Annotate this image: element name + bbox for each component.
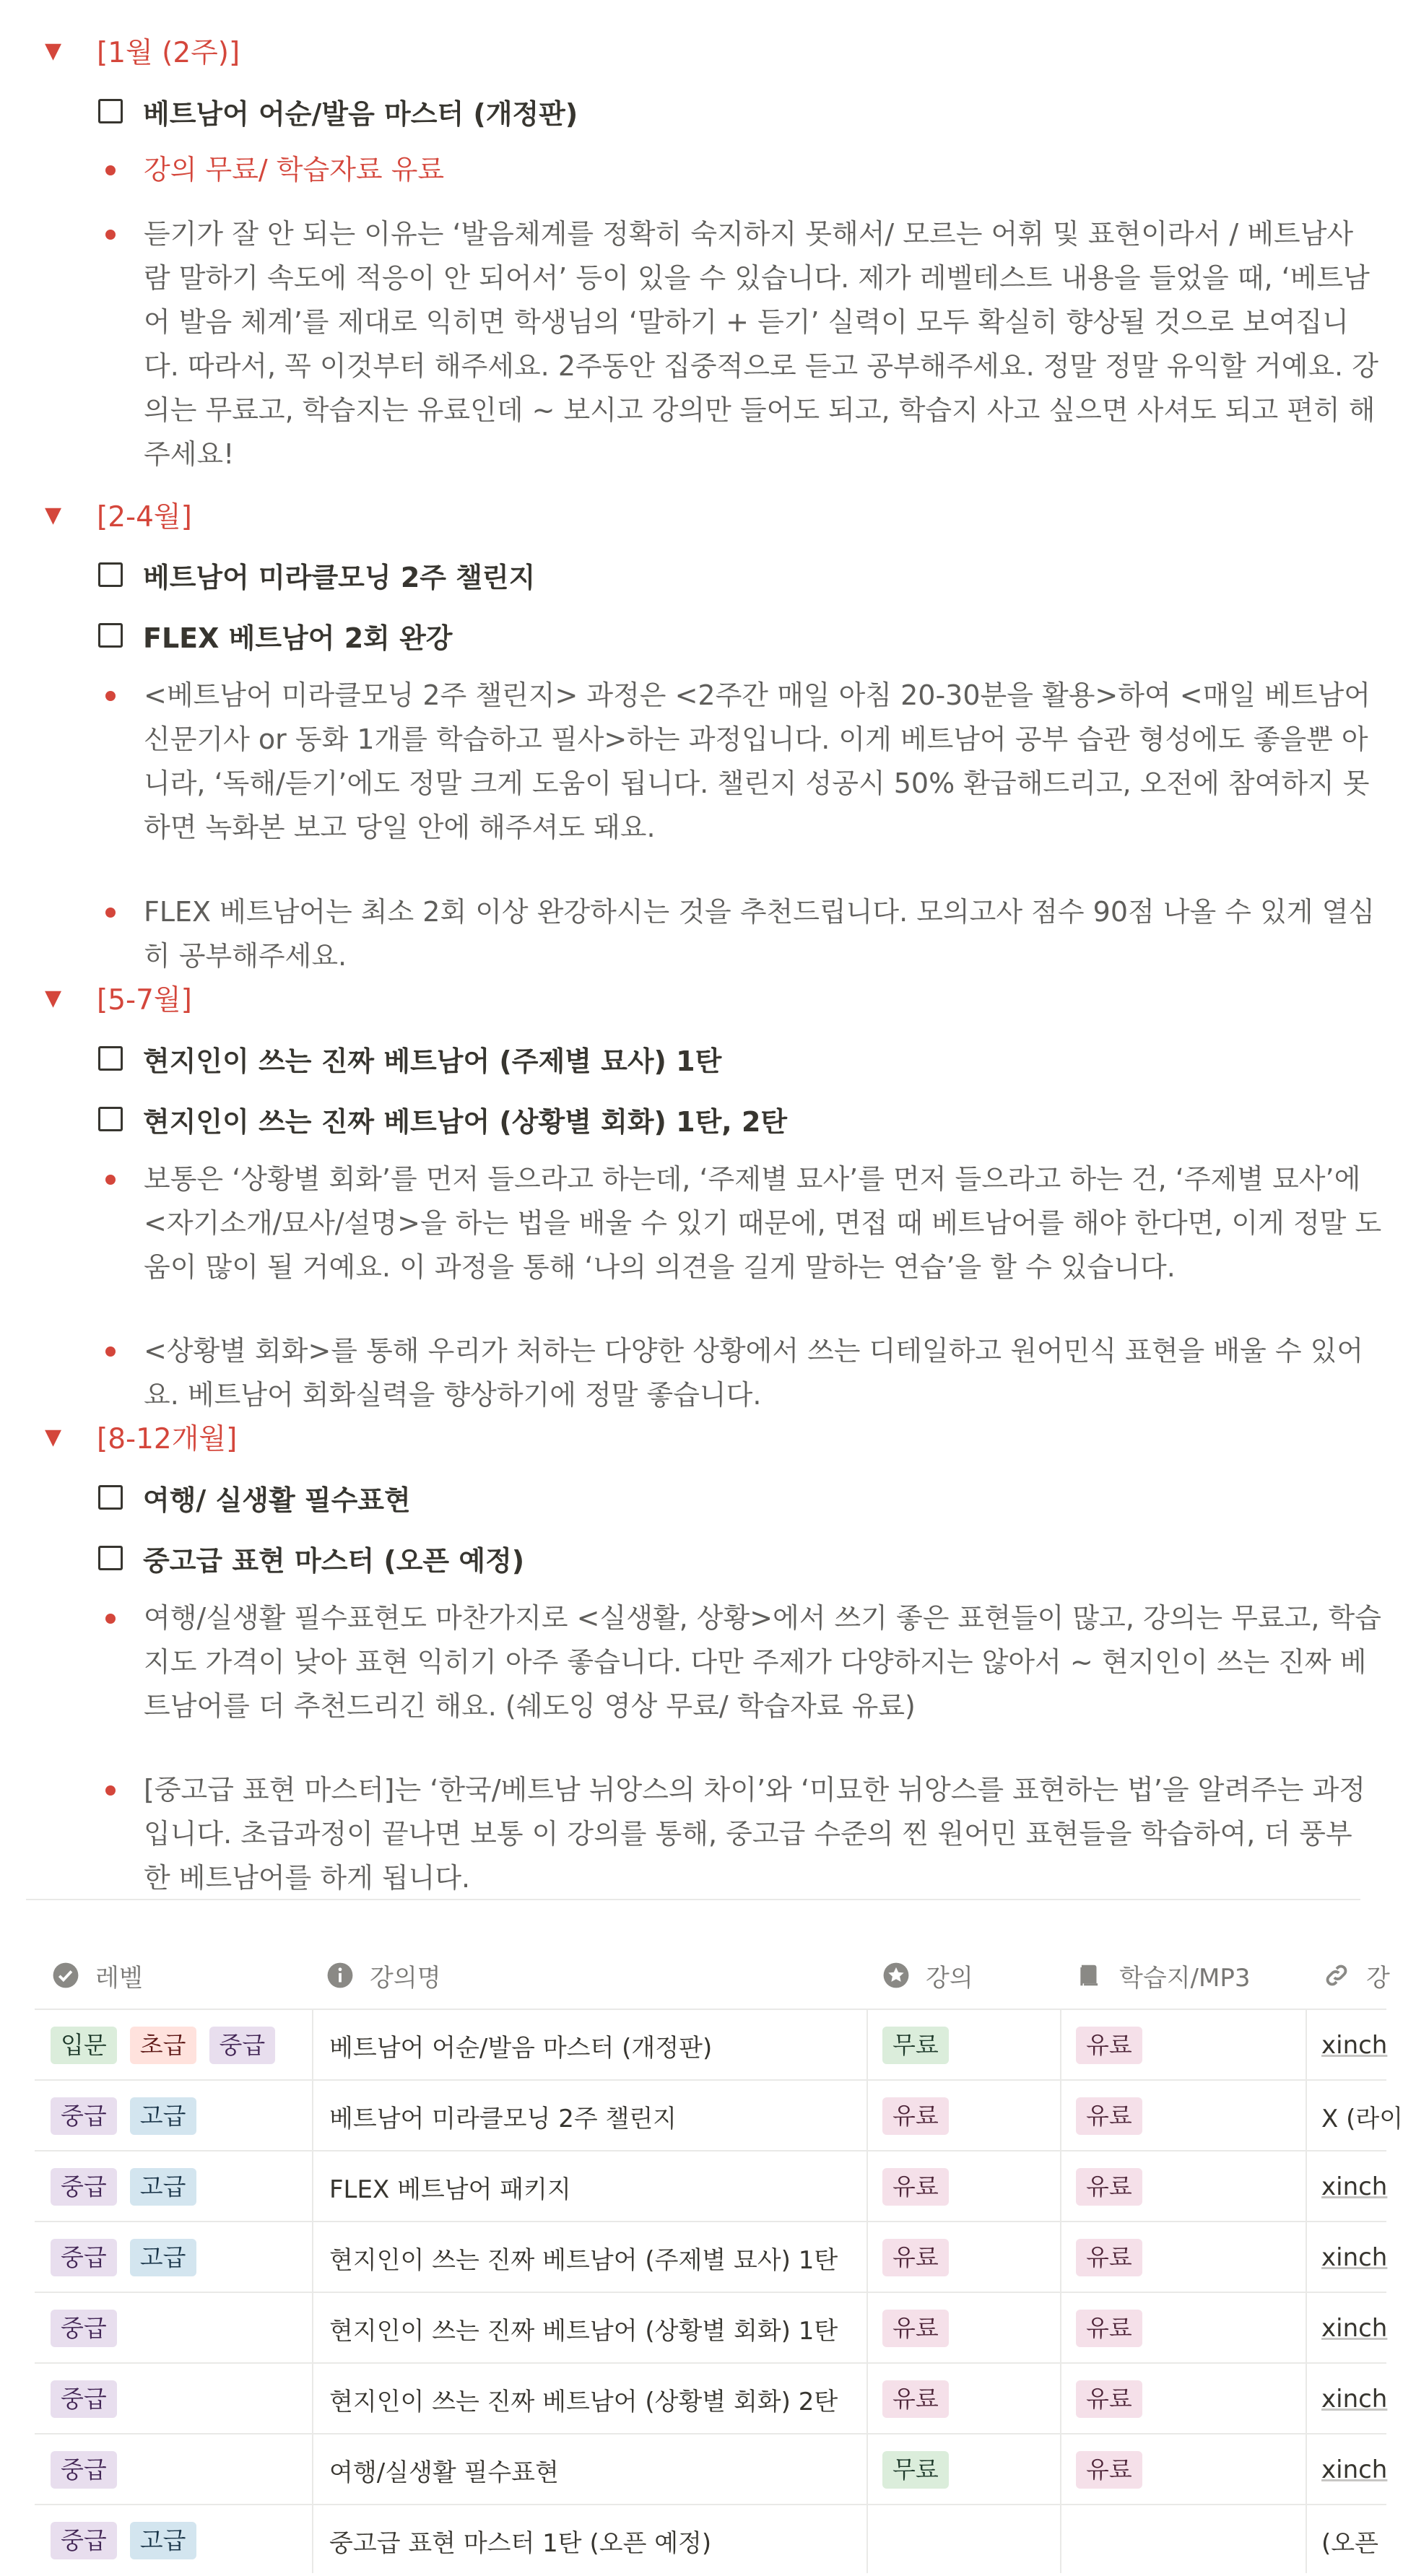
- link-cell[interactable]: [1321, 2010, 1386, 2081]
- toggle-block[interactable]: [45, 969, 192, 1027]
- level-tag: 중급: [51, 2451, 117, 2489]
- bullet-item: [105, 1768, 1365, 1900]
- table-row[interactable]: [35, 2150, 1386, 2222]
- bullet-item: [105, 1596, 1381, 1728]
- triangle-down-icon[interactable]: ▼: [45, 38, 62, 64]
- table-row[interactable]: [35, 2433, 1386, 2505]
- bullet-line: 한 베트남어를 하게 됩니다.: [144, 1862, 471, 1894]
- level-cell[interactable]: [51, 2222, 325, 2293]
- price-tag: 유료: [1076, 2027, 1142, 2064]
- bullet-dot: [105, 230, 116, 240]
- toggle-title: [2-4월]: [97, 501, 192, 534]
- table-row[interactable]: [35, 2009, 1386, 2081]
- course-name: FLEX 베트남어 패키지: [329, 2175, 571, 2204]
- bullet-line: <상황별 회화>를 통해 우리가 처하는 다양한 상황에서 쓰는 디테일하고 원어민식 표현을 배울 수 있어: [144, 1335, 1364, 1367]
- level-tag: 중급: [51, 2097, 117, 2135]
- bullet-text: [144, 1157, 1382, 1289]
- lecture-price-cell[interactable]: [882, 2010, 1056, 2081]
- course-name: 현지인이 쓰는 진짜 베트남어 (주제별 묘사) 1탄: [329, 2245, 838, 2275]
- link-icon: [1323, 1962, 1350, 1989]
- bullet-line: [중고급 표현 마스터]는 ‘한국/베트남 뉘앙스의 차이’와 ‘미묘한 뉘앙스를 표현하는 법’을 알려주는 과정: [144, 1774, 1365, 1806]
- star-badge-icon: [882, 1962, 910, 1989]
- lecture-price-cell[interactable]: [882, 2434, 1056, 2505]
- checkbox[interactable]: [98, 562, 123, 587]
- course-name-cell[interactable]: [329, 2222, 878, 2293]
- price-tag: 유료: [882, 2380, 949, 2418]
- triangle-down-icon[interactable]: ▼: [45, 985, 62, 1011]
- bullet-line: 보통은 ‘상황별 회화’를 먼저 들으라고 하는데, ‘주제별 묘사’를 먼저 들으라고 하는 건, ‘주제별 묘사’에: [144, 1163, 1361, 1195]
- todo-label: FLEX 베트남어 2회 완강: [143, 622, 453, 654]
- level-tag: 중급: [51, 2239, 117, 2276]
- todo-label: 중고급 표현 마스터 (오픈 예정): [143, 1544, 525, 1577]
- todo-item: [98, 1532, 524, 1584]
- link-cell[interactable]: [1321, 2081, 1403, 2151]
- table-row[interactable]: [35, 2292, 1386, 2364]
- bullet-line: 히 공부해주세요.: [144, 940, 347, 972]
- link-cell[interactable]: [1321, 2222, 1386, 2293]
- lecture-price-cell[interactable]: [882, 2505, 1056, 2576]
- todo-label: 현지인이 쓰는 진짜 베트남어 (주제별 묘사) 1탄: [143, 1045, 722, 1077]
- bullet-line: 트남어를 더 추천드리긴 해요. (쉐도잉 영상 무료/ 학습자료 유료): [144, 1690, 916, 1722]
- bullet-line: 강의 무료/ 학습자료 유료: [144, 154, 445, 186]
- bullet-item: [105, 1157, 1382, 1289]
- level-cell[interactable]: [51, 2505, 325, 2576]
- bullet-text: [144, 148, 1347, 192]
- lecture-price-cell[interactable]: [882, 2081, 1056, 2151]
- course-name: 현지인이 쓰는 진짜 베트남어 (상황별 회화) 2탄: [329, 2387, 838, 2416]
- bullet-item: [105, 148, 1347, 192]
- lecture-price-cell[interactable]: [882, 2222, 1056, 2293]
- price-tag: 유료: [1076, 2097, 1142, 2135]
- price-tag: 유료: [1076, 2168, 1142, 2206]
- link-cell[interactable]: [1321, 2434, 1386, 2505]
- course-name-cell[interactable]: [329, 2505, 878, 2576]
- checkbox[interactable]: [98, 1546, 123, 1570]
- material-price-cell[interactable]: [1076, 2222, 1307, 2293]
- bullet-line: 의는 무료고, 학습지는 유료인데 ~ 보시고 강의만 들어도 되고, 학습지 사고 싶으면 사셔도 되고 편히 해: [144, 394, 1376, 426]
- todo-item: [98, 609, 453, 661]
- bullet-line: 니라, ‘독해/듣기’에도 정말 크게 도움이 됩니다. 챌린지 성공시 50% 환급해드리고, 오전에 참여하지 못: [144, 767, 1370, 799]
- course-name-cell[interactable]: [329, 2151, 878, 2222]
- course-name-cell[interactable]: [329, 2010, 878, 2081]
- column-header-level[interactable]: [52, 1942, 143, 2009]
- level-tag: 고급: [130, 2097, 196, 2135]
- lecture-price-cell[interactable]: [882, 2151, 1056, 2222]
- todo-item: [98, 85, 578, 137]
- bullet-line: 움이 많이 될 거예요. 이 과정을 통해 ‘나의 의견을 길게 말하는 연습’을 할 수 있습니다.: [144, 1251, 1176, 1283]
- course-link[interactable]: xinch: [1321, 2031, 1388, 2060]
- bullet-line: <자기소개/묘사/설명>을 하는 법을 배울 수 있기 때문에, 면접 때 베트남어를 해야 한다면, 이게 정말 도: [144, 1207, 1382, 1239]
- bullet-line: <베트남어 미라클모닝 2주 챌린지> 과정은 <2주간 매일 아침 20-30분을 활용>하여 <매일 베트남어: [144, 679, 1371, 711]
- bullet-item: [105, 890, 1375, 978]
- bullet-dot: [105, 1785, 116, 1796]
- checkbox[interactable]: [98, 623, 123, 648]
- todo-item: [98, 1471, 411, 1523]
- bullet-line: 다. 따라서, 꼭 이것부터 해주세요. 2주동안 집중적으로 듣고 공부해주세요. 정말 정말 유익할 거예요. 강: [144, 350, 1378, 382]
- bullet-text: [144, 890, 1375, 978]
- table-row[interactable]: [35, 2221, 1386, 2293]
- course-link[interactable]: xinch: [1321, 2385, 1388, 2414]
- toggle-title: [5-7월]: [97, 984, 192, 1017]
- todo-label: 베트남어 어순/발음 마스터 (개정판): [143, 97, 578, 130]
- link-cell[interactable]: [1321, 2293, 1386, 2364]
- level-tag: 중급: [51, 2380, 117, 2418]
- todo-item: [98, 1093, 787, 1145]
- table-row[interactable]: [35, 2079, 1403, 2151]
- bullet-item: [105, 1329, 1364, 1417]
- course-name: 베트남어 미라클모닝 2주 챌린지: [329, 2104, 677, 2133]
- course-link[interactable]: xinch: [1321, 2314, 1388, 2343]
- book-icon: [1076, 1962, 1103, 1989]
- bullet-line: 듣기가 잘 안 되는 이유는 ‘발음체계를 정확히 숙지하지 못해서/ 모르는 어휘 및 표현이라서 / 베트남사: [144, 218, 1354, 250]
- level-cell[interactable]: [51, 2293, 325, 2364]
- bullet-line: 어 발음 체계’를 제대로 익히면 학생님의 ‘말하기 + 듣기’ 실력이 모두 확실히 향상될 것으로 보여집니: [144, 306, 1349, 338]
- toggle-title: [1월 (2주)]: [97, 37, 240, 69]
- level-tag: 고급: [130, 2168, 196, 2206]
- level-tag: 중급: [51, 2310, 117, 2347]
- bullet-text: [144, 1329, 1364, 1417]
- level-cell[interactable]: [51, 2010, 325, 2081]
- bullet-item: [105, 674, 1371, 850]
- toggle-block[interactable]: [45, 1408, 237, 1466]
- material-price-cell[interactable]: [1076, 2010, 1307, 2081]
- level-cell[interactable]: [51, 2151, 325, 2222]
- bullet-dot: [105, 165, 116, 175]
- table-row[interactable]: [35, 2504, 1386, 2576]
- column-header-course[interactable]: [326, 1942, 441, 2009]
- bullet-dot: [105, 908, 116, 918]
- column-header-label: 강: [1366, 1963, 1390, 1993]
- check-circle-icon: [52, 1962, 79, 1989]
- level-cell[interactable]: [51, 2081, 325, 2151]
- level-tag: 입문: [51, 2027, 117, 2064]
- level-cell[interactable]: [51, 2434, 325, 2505]
- level-tag: 중급: [51, 2522, 117, 2559]
- todo-label: 여행/ 실생활 필수표현: [143, 1484, 411, 1516]
- material-price-cell[interactable]: [1076, 2293, 1307, 2364]
- todo-label: 현지인이 쓰는 진짜 베트남어 (상황별 회화) 1탄, 2탄: [143, 1105, 788, 1138]
- price-tag: 유료: [882, 2239, 949, 2276]
- course-link[interactable]: xinch: [1321, 2243, 1388, 2272]
- bullet-line: 람 말하기 속도에 적응이 안 되어서’ 등이 있을 수 있습니다. 제가 레벨테스트 내용을 들었을 때, ‘베트남: [144, 262, 1370, 294]
- bullet-line: 지도 가격이 낮아 표현 익히기 아주 좋습니다. 다만 주제가 다양하지는 않아서 ~ 현지인이 쓰는 진짜 베: [144, 1646, 1367, 1678]
- material-price-cell[interactable]: [1076, 2151, 1307, 2222]
- triangle-down-icon[interactable]: ▼: [45, 502, 62, 528]
- bullet-text: [144, 674, 1371, 850]
- column-header-link[interactable]: [1323, 1942, 1390, 2009]
- checkbox[interactable]: [98, 1485, 123, 1510]
- bullet-line: 입니다. 초급과정이 끝나면 보통 이 강의를 통해, 중고급 수준의 찐 원어민 표현들을 학습하여, 더 풍부: [144, 1818, 1352, 1850]
- level-cell[interactable]: [51, 2364, 325, 2434]
- price-tag: 무료: [882, 2027, 949, 2064]
- bullet-line: FLEX 베트남어는 최소 2회 이상 완강하시는 것을 추천드립니다. 모의고사 점수 90점 나올 수 있게 열심: [144, 896, 1375, 928]
- toggle-block[interactable]: [45, 22, 240, 79]
- todo-item: [98, 549, 535, 601]
- price-tag: 유료: [882, 2168, 949, 2206]
- course-name: 중고급 표현 마스터 1탄 (오픈 예정): [329, 2528, 712, 2558]
- price-tag: 유료: [1076, 2380, 1142, 2418]
- price-tag: 유료: [1076, 2451, 1142, 2489]
- column-header-lecture[interactable]: [882, 1942, 973, 2009]
- divider: [26, 1899, 1360, 1900]
- material-price-cell[interactable]: [1076, 2505, 1307, 2576]
- lecture-price-cell[interactable]: [882, 2293, 1056, 2364]
- level-tag: 고급: [130, 2522, 196, 2559]
- material-price-cell[interactable]: [1076, 2081, 1307, 2151]
- lecture-price-cell[interactable]: [882, 2364, 1056, 2434]
- bullet-line: 요. 베트남어 회화실력을 향상하기에 정말 좋습니다.: [144, 1379, 762, 1411]
- bullet-item: [105, 212, 1378, 477]
- column-header-label: 레벨: [95, 1963, 143, 1993]
- checkbox[interactable]: [98, 99, 123, 123]
- course-name-cell[interactable]: [329, 2293, 878, 2364]
- course-name: 베트남어 어순/발음 마스터 (개정판): [329, 2033, 713, 2063]
- link-text: X (라이: [1321, 2104, 1403, 2133]
- column-header-label: 학습지/MP3: [1119, 1963, 1251, 1993]
- course-name-cell[interactable]: [329, 2434, 878, 2505]
- bullet-line: 신문기사 or 동화 1개를 학습하고 필사>하는 과정입니다. 이게 베트남어 공부 습관 형성에도 좋을뿐 아: [144, 723, 1368, 755]
- level-tag: 고급: [130, 2239, 196, 2276]
- todo-label: 베트남어 미라클모닝 2주 챌린지: [143, 561, 536, 593]
- bullet-text: [144, 1768, 1365, 1900]
- course-name-cell[interactable]: [329, 2081, 878, 2151]
- course-name: 현지인이 쓰는 진짜 베트남어 (상황별 회화) 1탄: [329, 2316, 838, 2346]
- course-table: [0, 1899, 1403, 2573]
- bullet-dot: [105, 1614, 116, 1624]
- level-tag: 초급: [130, 2027, 196, 2064]
- triangle-down-icon[interactable]: ▼: [45, 1424, 62, 1450]
- info-icon: [326, 1962, 354, 1989]
- column-header-label: 강의: [926, 1963, 973, 1993]
- bullet-line: 하면 녹화본 보고 당일 안에 해주셔도 돼요.: [144, 811, 656, 843]
- toggle-block[interactable]: [45, 486, 192, 544]
- bullet-text: [144, 212, 1378, 477]
- course-link[interactable]: xinch: [1321, 2455, 1388, 2484]
- bullet-line: 주세요!: [144, 438, 235, 470]
- price-tag: 무료: [882, 2451, 949, 2489]
- price-tag: 유료: [1076, 2239, 1142, 2276]
- material-price-cell[interactable]: [1076, 2364, 1307, 2434]
- link-cell[interactable]: [1321, 2364, 1386, 2434]
- column-header-material[interactable]: [1076, 1942, 1250, 2009]
- bullet-dot: [105, 1346, 116, 1357]
- column-header-label: 강의명: [370, 1963, 441, 1993]
- course-name: 여행/실생활 필수표현: [329, 2458, 559, 2487]
- course-link[interactable]: xinch: [1321, 2172, 1388, 2201]
- material-price-cell[interactable]: [1076, 2434, 1307, 2505]
- toggle-title: [8-12개월]: [97, 1423, 238, 1455]
- bullet-dot: [105, 1175, 116, 1185]
- table-row[interactable]: [35, 2362, 1386, 2434]
- price-tag: 유료: [882, 2097, 949, 2135]
- bullet-dot: [105, 691, 116, 701]
- link-cell[interactable]: [1321, 2151, 1386, 2222]
- link-text: (오픈: [1321, 2528, 1378, 2558]
- link-cell[interactable]: [1321, 2505, 1386, 2576]
- todo-item: [98, 1032, 721, 1084]
- checkbox[interactable]: [98, 1107, 123, 1131]
- level-tag: 중급: [209, 2027, 276, 2064]
- price-tag: 유료: [882, 2310, 949, 2347]
- level-tag: 중급: [51, 2168, 117, 2206]
- price-tag: 유료: [1076, 2310, 1142, 2347]
- bullet-text: [144, 1596, 1381, 1728]
- course-name-cell[interactable]: [329, 2364, 878, 2434]
- bullet-line: 여행/실생활 필수표현도 마찬가지로 <실생활, 상황>에서 쓰기 좋은 표현들이 많고, 강의는 무료고, 학습: [144, 1602, 1381, 1634]
- checkbox[interactable]: [98, 1046, 123, 1071]
